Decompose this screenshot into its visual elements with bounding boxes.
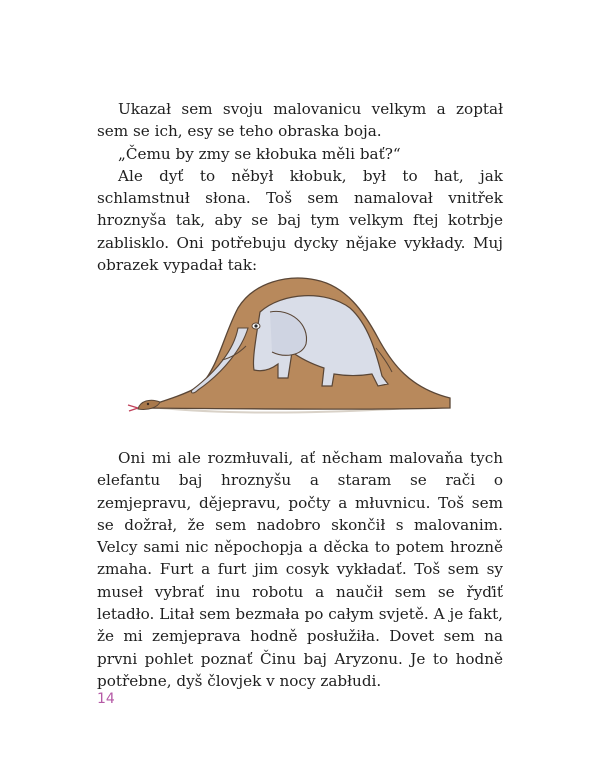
paragraph: Oni mi ale rozmłuvali, ať něcham malovaňa tych elefantu baj hroznyšu a staram se rači o zemjepravu, dějepravu, počty a młuvnicu. Toš sem se dožrał, že sem nadobro skončił s malovanim. Velcy sami nic něpochopja a děcka to potem hrozně zmaha. Furt a furt jim cosyk vykładať. Toš sem sy museł vybrať inu robotu a naučił sem se řyďiť letadło. Litał sem bezmała po całym svjetě. A je fakt, že mi zemjeprava hodně posłužiła. Dovet sem na prvni pohlet poznať Činu baj Aryzonu. Je to hodně potřebne, dyš človjek v nocy zabłudi. (97, 449, 503, 690)
text-block-top (97, 98, 503, 276)
boa-elephant-illustration (120, 268, 460, 423)
page-number: 14 (97, 691, 115, 707)
paragraph: Ale dyť to něbył kłobuk, był to hat, jak schlamstnuł słona. Toš sem namalovał vnitřek hroznyša tak, aby se baj tym velkym ftej kotrbje zablisklo. Oni potřebuju dycky nějake vykłady. Muj obrazek vypadał tak: (97, 166, 503, 275)
snake-tongue (128, 405, 138, 411)
text-block-bottom (97, 447, 503, 692)
elephant-pupil (254, 324, 257, 327)
paragraph: Ukazał sem svoju malovanicu velkym a zoptał sem se ich, esy se teho obraska boja. (97, 100, 503, 141)
snake-eye (147, 403, 149, 405)
paragraph: „Čemu by zmy se kłobuka měli bať?“ (118, 144, 401, 163)
